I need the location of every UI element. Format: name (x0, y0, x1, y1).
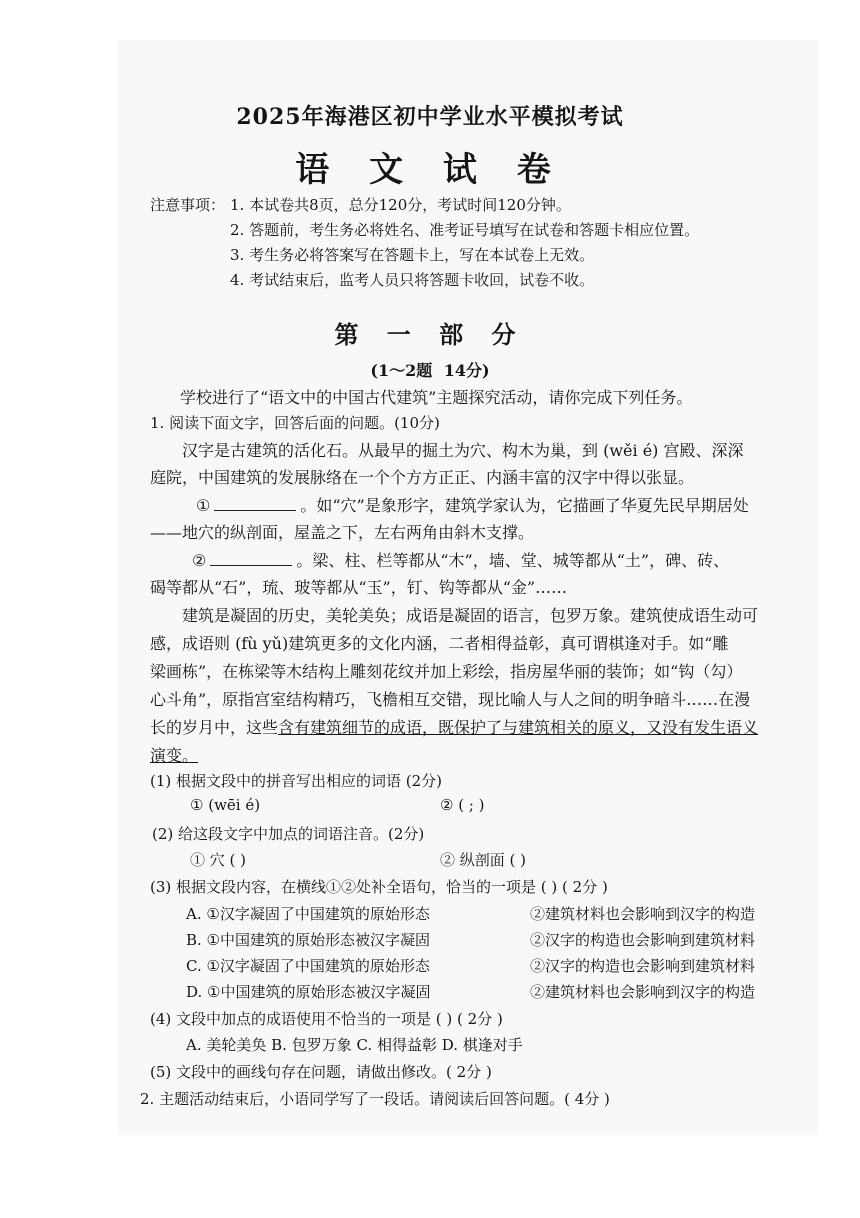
underlined-sentence: 含有建筑细节的成语，既保护了与建筑相关的原义，又没有发生语义 (278, 718, 759, 737)
blank-marker-2: ② (192, 551, 207, 570)
passage-line: 感，成语则 (fù yǔ)建筑更多的文化内涵，二者相得益彰，真可谓棋逢对手。如“雕 (150, 634, 729, 653)
sub-question: (1) 根据文段中的拼音写出相应的词语 (2分) (150, 772, 443, 790)
passage-line: 汉字是古建筑的活化石。从最早的掘土为穴、构木为巢，到 (wěi é) 宫殿、深深 (182, 441, 744, 460)
blank-marker-1: ① (196, 496, 211, 515)
passage-line: 心斗角”，原指宫室结构精巧，飞檐相互交错，现比喻人与人之间的明争暗斗……在漫 (150, 690, 751, 709)
paper-title: 语 文 试 卷 (295, 150, 565, 190)
option-right: ②汉字的构造也会影响到建筑材料 (530, 931, 756, 949)
intro-text: 学校进行了“语文中的中国古代建筑”主题探究活动，请你完成下列任务。 (180, 388, 693, 407)
notes-label: 注意事项： (150, 196, 226, 214)
option-left: D. ①中国建筑的原始形态被汉字凝固 (186, 983, 431, 1001)
blank-2 (210, 551, 292, 566)
note-item: 3. 考生务必将答案写在答题卡上，写在本试卷上无效。 (230, 246, 595, 264)
option-left: B. ①中国建筑的原始形态被汉字凝固 (186, 931, 431, 949)
note-item: 2. 答题前，考生务必将姓名、准考证号填写在试卷和答题卡相应位置。 (230, 221, 700, 239)
passage-line: ——地穴的纵剖面，屋盖之下，左右两角由斜木支撑。 (150, 523, 535, 542)
passage-line: 庭院，中国建筑的发展脉络在一个个方方正正、内涵丰富的汉字中得以张显。 (150, 468, 695, 487)
answer-slot: ② 纵剖面 ( ) (440, 851, 527, 869)
note-item: 1. 本试卷共8页，总分120分，考试时间120分钟。 (230, 196, 571, 214)
passage-line: ② 。梁、柱、栏等都从“木”，墙、堂、城等都从“土”，碑、砖、 (192, 551, 730, 570)
q1-stem: 1. 阅读下面文字，回答后面的问题。(10分) (150, 414, 440, 432)
exam-title: 2025年海港区初中学业水平模拟考试 (236, 104, 624, 130)
q2-stem: 2. 主题活动结束后，小语同学写了一段话。请阅读后回答问题。( 4分 ) (140, 1090, 610, 1108)
option-left: A. ①汉字凝固了中国建筑的原始形态 (186, 905, 430, 923)
answer-slot: ① (wēi é) (190, 796, 261, 814)
option-right: ②建筑材料也会影响到汉字的构造 (530, 983, 756, 1001)
passage-line: 碣等都从“石”，琉、玻等都从“玉”，钉、钩等都从“金”…… (150, 578, 568, 597)
passage-line: 长的岁月中，这些含有建筑细节的成语，既保护了与建筑相关的原义，又没有发生语义 (150, 718, 759, 737)
answer-slot: ② ( ; ) (440, 796, 485, 814)
note-item: 4. 考试结束后，监考人员只将答题卡收回，试卷不收。 (230, 271, 595, 289)
underlined-sentence: 演变。 (150, 746, 199, 765)
sub-question: (2) 给这段文字中加点的词语注音。(2分) (152, 825, 425, 843)
blank-1 (214, 496, 296, 511)
sub-question: (5) 文段中的画线句存在问题，请做出修改。( 2分 ) (150, 1063, 492, 1081)
part-title: 第 一 部 分 (334, 320, 526, 349)
options-line: A. 美轮美奂 B. 包罗万象 C. 相得益彰 D. 棋逢对手 (186, 1036, 523, 1054)
sub-question: (4) 文段中加点的成语使用不恰当的一项是 ( ) ( 2分 ) (150, 1010, 503, 1028)
passage-line: 建筑是凝固的历史，美轮美奂；成语是凝固的语言，包罗万象。建筑使成语生动可 (182, 606, 759, 625)
part-range: (1～2题 14分) (370, 361, 490, 380)
option-right: ②建筑材料也会影响到汉字的构造 (530, 905, 756, 923)
option-right: ②汉字的构造也会影响到建筑材料 (530, 957, 756, 975)
sub-question: (3) 根据文段内容，在横线①②处补全语句，恰当的一项是 ( ) ( 2分 ) (150, 878, 608, 896)
passage-line: ① 。如“穴”是象形字，建筑学家认为，它描画了华夏先民早期居处 (196, 496, 749, 515)
passage-line: 梁画栋”，在栋梁等木结构上雕刻花纹并加上彩绘，指房屋华丽的装饰；如“钩（勾） (150, 662, 743, 681)
answer-slot: ① 穴 ( ) (190, 851, 247, 869)
option-left: C. ①汉字凝固了中国建筑的原始形态 (186, 957, 430, 975)
